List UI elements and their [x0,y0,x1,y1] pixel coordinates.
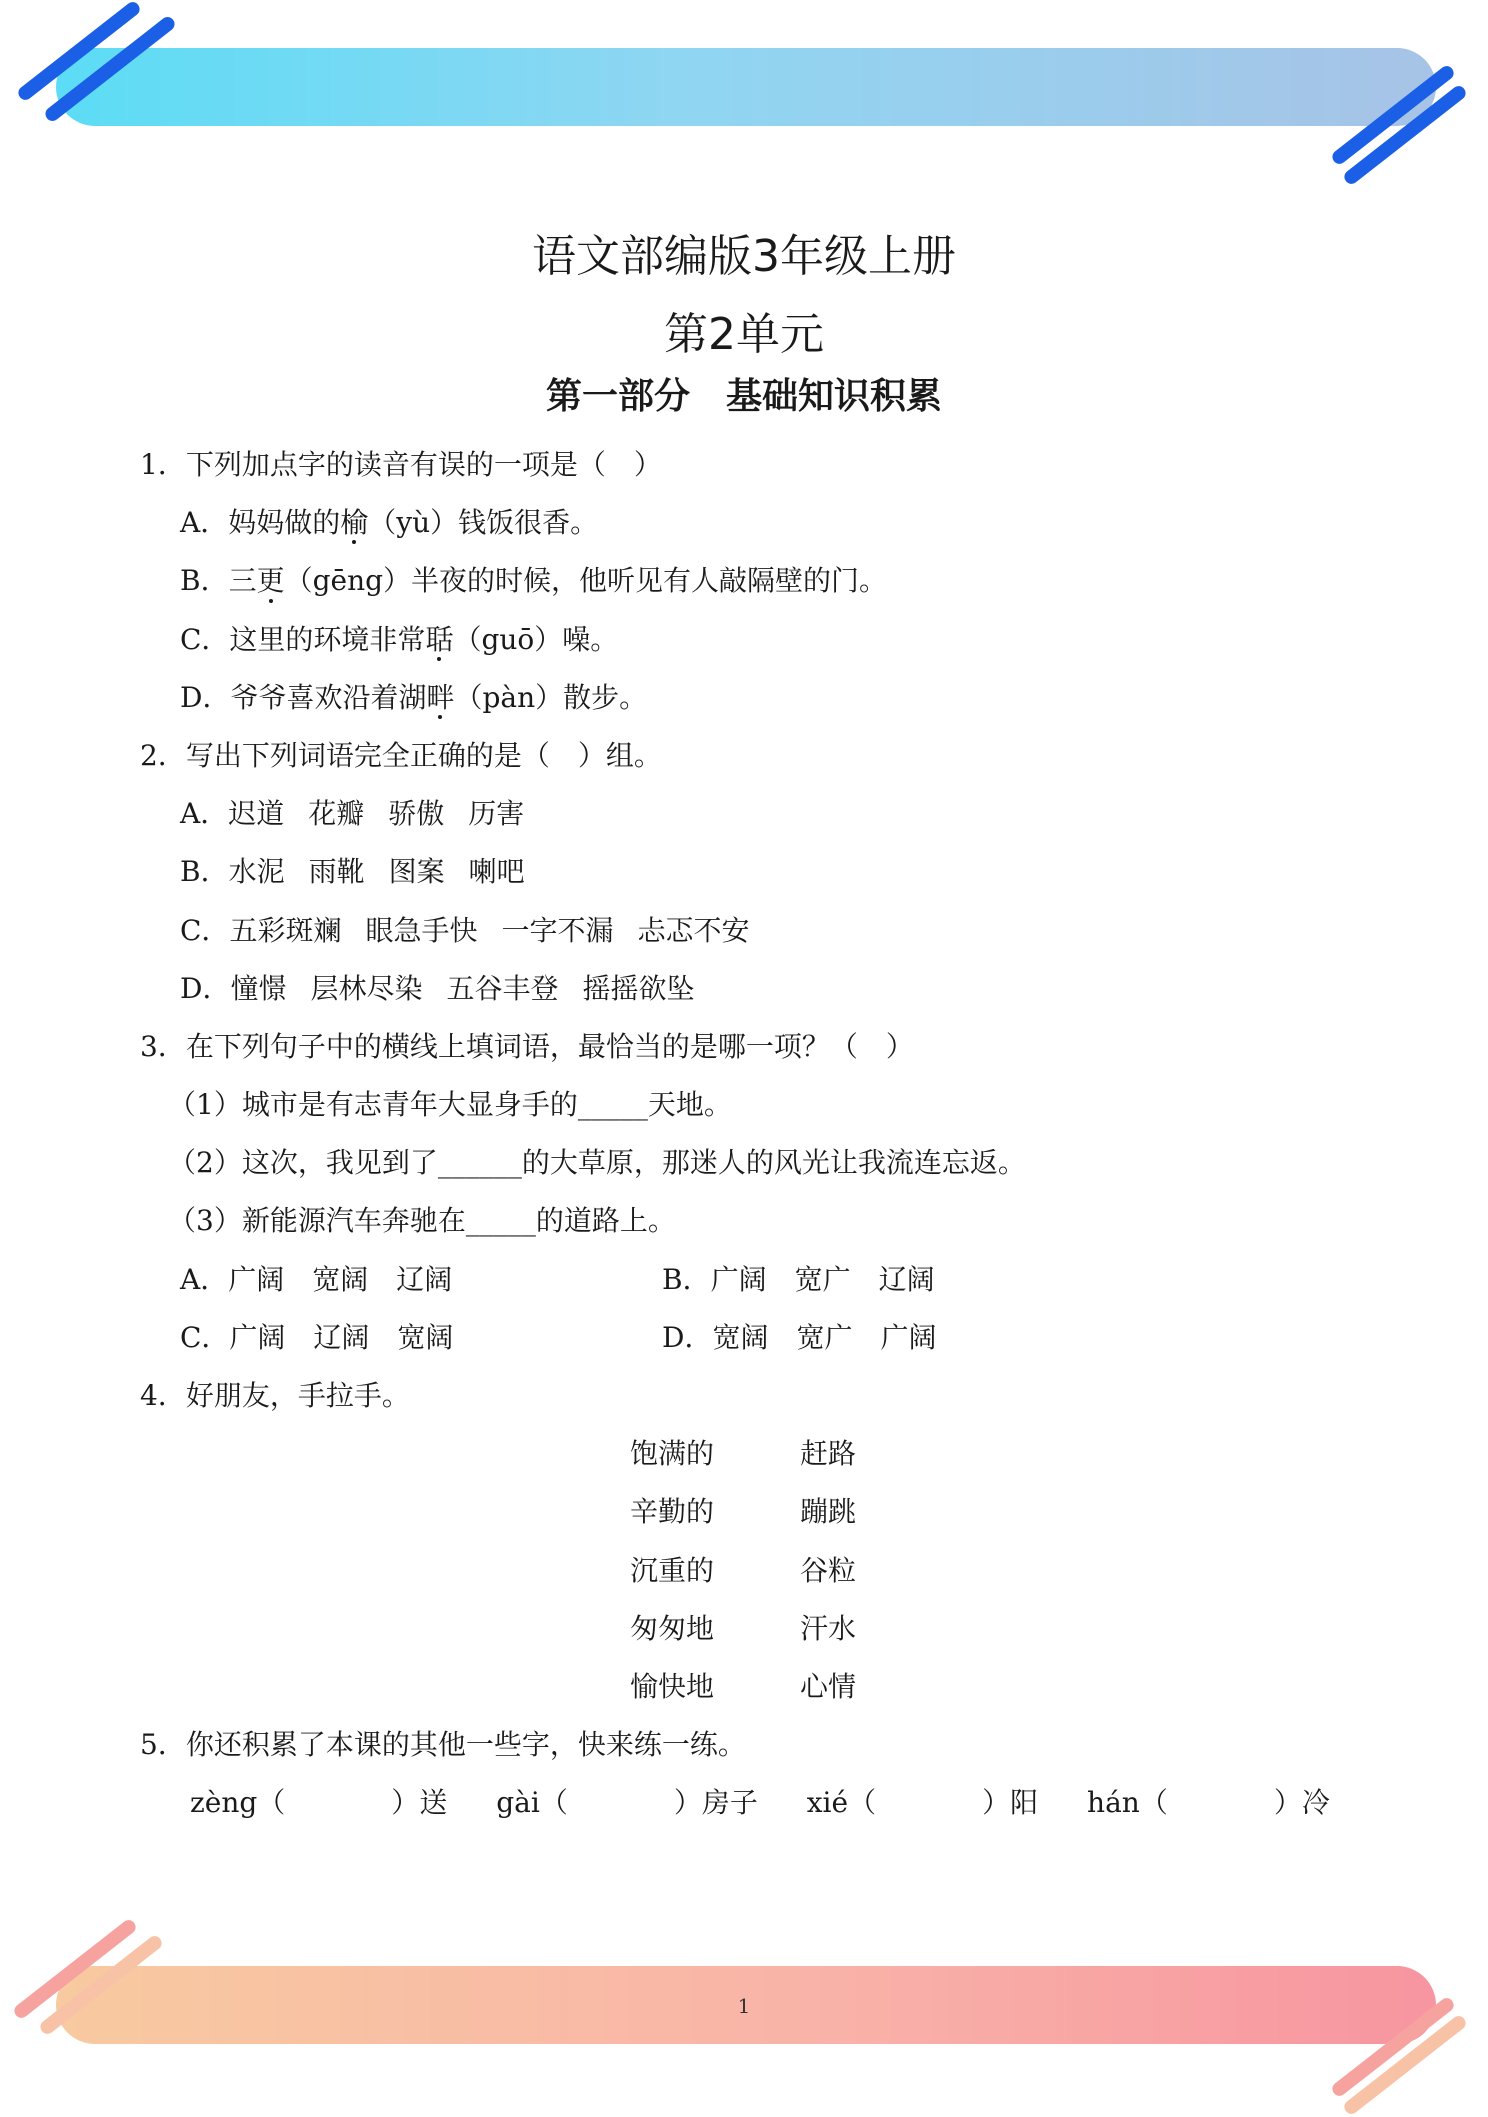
question-3-sentence-2: （2）这次，我见到了______的大草原，那迷人的风光让我流连忘返。 [168,1146,1026,1180]
page-title: 语文部编版3年级上册 [532,231,956,282]
pinyin-item: hán（ ）冷 [1087,1786,1330,1820]
question-2-option-c: C．五彩斑斓 眼急手快 一字不漏 忐忑不安 [180,913,750,947]
match-row: 沉重的 谷粒 [630,1553,857,1587]
pinyin-item: zèng（ ）送 [190,1786,448,1820]
pinyin-item: xié（ ）阳 [806,1786,1039,1820]
question-list [140,436,1380,1833]
match-row: 饱满的 赶路 [630,1437,857,1471]
question-3-options-row-2 [140,1309,1380,1367]
question-1-option-a: A．妈妈做的榆（yù）钱饭很香。 [140,494,1380,552]
question-1-stem: 1．下列加点字的读音有误的一项是（ ） [140,448,662,481]
page-number: 1 [737,1994,751,2018]
question-3-option-c: C．广阔 辽阔 宽阔 [180,1320,454,1354]
question-2-option-b: B．水泥 雨靴 图案 喇吧 [180,855,525,889]
question-4-stem: 4．好朋友，手拉手。 [140,1379,410,1412]
header-banner [56,48,1436,126]
question-1-option-b: B．三更（gēng）半夜的时候，他听见有人敲隔壁的门。 [140,552,1380,610]
unit-title: 第2单元 [664,309,824,360]
question-3-option-b: B．广阔 宽广 辽阔 [662,1262,935,1296]
question-3-sentence-3: （3）新能源汽车奔驰在_____的道路上。 [168,1204,676,1238]
pinyin-item: gài（ ）房子 [496,1786,758,1820]
question-2-stem: 2．写出下列词语完全正确的是（ ）组。 [140,738,662,772]
question-3-sentence-1: （1）城市是有志青年大显身手的_____天地。 [168,1088,732,1122]
question-1-option-c: C．这里的环境非常聒（guō）噪。 [140,611,1380,669]
question-3-option-a: A．广阔 宽阔 辽阔 [180,1262,453,1296]
section-title: 第一部分 基础知识积累 [545,376,942,417]
question-3-stem: 3．在下列句子中的横线上填词语，最恰当的是哪一项？（ ） [140,1029,914,1063]
match-row: 辛勤的 蹦跳 [630,1495,857,1529]
question-5-stem: 5．你还积累了本课的其他一些字，快来练一练。 [140,1728,746,1762]
question-2-option-a: A．迟道 花瓣 骄傲 历害 [180,797,525,831]
pinyin-fill-row [140,1774,1380,1832]
question-3-options-row-1 [140,1251,1380,1309]
match-row: 匆匆地 汗水 [630,1611,857,1645]
question-3-option-d: D．宽阔 宽广 广阔 [662,1320,937,1354]
question-1-option-d: D．爷爷喜欢沿着湖畔（pàn）散步。 [140,669,1380,727]
question-2-option-d: D．憧憬 层林尽染 五谷丰登 摇摇欲坠 [180,971,695,1005]
match-row: 愉快地 心情 [630,1669,857,1703]
